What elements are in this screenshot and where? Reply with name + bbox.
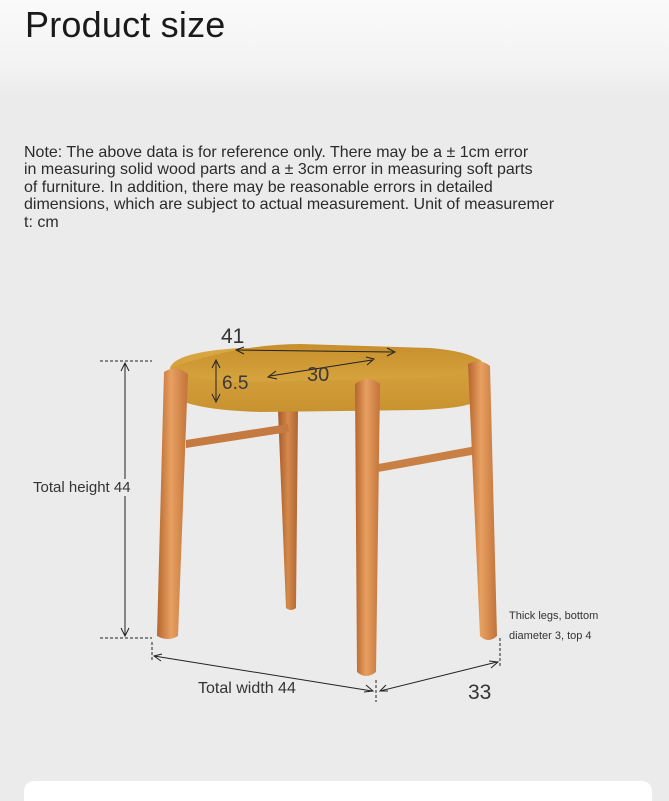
legs-note: Thick legs, bottom diameter 3, top 4: [509, 610, 599, 642]
seat-width-label: 30: [307, 364, 330, 386]
depth-label: 33: [468, 681, 492, 704]
stool-dimension-diagram: [0, 240, 669, 720]
measurement-note: Note: The above data is for reference only. There may be a ± 1cm error in measuring solid wood parts and a ± 3cm error in measuring soft parts of furniture. In addition, there may be reasonable errors in detailed dimensions, which are subject to actual measurement. Unit of measuremer t: cm: [24, 144, 555, 231]
total-height-label: Total height 44: [33, 479, 131, 496]
page-title: Product size: [25, 4, 226, 45]
seat-length-label: 41: [221, 325, 245, 348]
bottom-card: [24, 781, 652, 801]
back-legs: [278, 410, 298, 610]
seat-thickness-label: 6.5: [222, 373, 249, 394]
total-width-label: Total width 44: [198, 680, 296, 697]
header-banner: [0, 0, 669, 93]
stretchers: [186, 424, 477, 472]
